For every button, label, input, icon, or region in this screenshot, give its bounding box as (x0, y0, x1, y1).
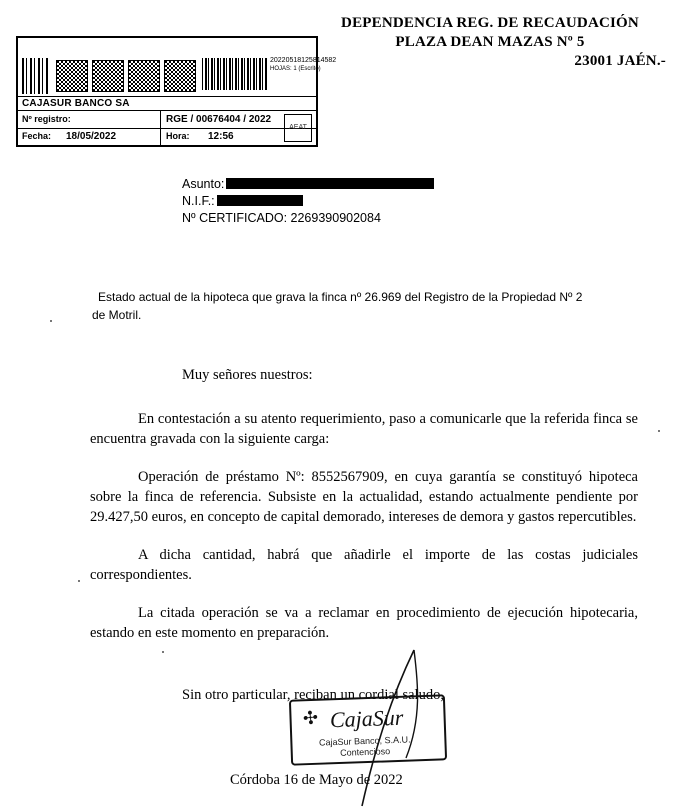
subject-paragraph (92, 288, 637, 324)
subject-line-1: Estado actual de la hipoteca que grava la finca nº 26.969 del Registro de la Propiedad Nº 2 (98, 290, 583, 304)
aeat-logo-icon: AEAT (284, 114, 312, 142)
scan-speck (50, 320, 52, 322)
company-seal-brand: CajaSur (329, 704, 404, 733)
registry-stamp-sheets: HOJAS: 1 (Escrito) (270, 66, 321, 72)
authority-header-line-3: 23001 JAÉN.- (574, 53, 666, 69)
scan-speck (658, 430, 660, 432)
recipient-subject-line (182, 176, 434, 193)
body-greeting: Muy señores nuestros: (182, 367, 313, 383)
field-row-divider (18, 128, 316, 129)
recipient-subject-label: Asunto: (182, 177, 225, 191)
body-paragraph-2: Operación de préstamo Nº: 8552567909, en cuya garantía se constituyó hipoteca sobre la finca de referencia. Subsiste en la actualidad, estando actualmente pendiente por 29.427,50 euros, en concepto de capital demorado, intereses de demora y gastos repercutibles. (90, 469, 638, 525)
letter-body (90, 365, 638, 705)
datamatrix-icon (92, 60, 124, 92)
registry-time-value: 12:56 (208, 131, 234, 142)
company-seal-subtitle-line-2: Contencioso (339, 746, 391, 758)
datamatrix-icon (128, 60, 160, 92)
registry-stamp-codes-row (20, 57, 337, 96)
authority-header (300, 14, 680, 71)
redaction-bar (226, 178, 434, 189)
recipient-block (182, 176, 434, 227)
datamatrix-icon (164, 60, 196, 92)
authority-header-line-1: DEPENDENCIA REG. DE RECAUDACIÓN (341, 15, 639, 31)
registry-number-label: Nº registro: (22, 114, 71, 124)
scan-speck (78, 580, 80, 582)
body-paragraph-1: En contestación a su atento requerimiento, paso a comunicarle que la referida finca se encuentra gravada con la siguiente carga: (90, 411, 638, 447)
registry-stamp-code-text (270, 56, 336, 74)
body-paragraph-4: La citada operación se va a reclamar en procedimiento de ejecución hipotecaria, estando en este momento en preparación. (90, 605, 638, 641)
registry-date-value: 18/05/2022 (66, 131, 117, 142)
registry-stamp-box (16, 36, 337, 147)
recipient-certificate-line (182, 210, 434, 227)
registry-stamp-bank-name: CAJASUR BANCO SA (18, 96, 316, 110)
redaction-bar (217, 195, 303, 206)
scan-speck (162, 651, 164, 653)
authority-header-line-2: PLAZA DEAN MAZAS Nº 5 (395, 34, 585, 50)
body-paragraph-3: A dicha cantidad, habrá que añadirle el importe de las costas judiciales correspondientes. (90, 547, 638, 583)
recipient-certificate-value: 2269390902084 (290, 211, 381, 225)
registry-date-label: Fecha: (22, 131, 52, 141)
registry-time-label: Hora: (166, 131, 190, 141)
datamatrix-icon (56, 60, 88, 92)
body-closing: Sin otro particular, reciban un cordial saludo, (182, 687, 444, 703)
barcode-icon (22, 58, 50, 94)
recipient-nif-line (182, 193, 434, 210)
company-seal-subtitle-line-1: CajaSur Banco, S.A.U. (318, 734, 411, 748)
recipient-certificate-label: Nº CERTIFICADO: (182, 211, 288, 225)
bird-logo-icon: ✣ (301, 707, 320, 729)
subject-line-2: de Motril. (92, 308, 142, 322)
recipient-nif-label: N.I.F.: (182, 194, 215, 208)
place-and-date: Córdoba 16 de Mayo de 2022 (230, 772, 403, 788)
registry-number-value: RGE / 00676404 / 2022 (166, 114, 272, 125)
registry-stamp-fields (18, 110, 316, 145)
company-seal-subtitle (300, 734, 431, 761)
barcode-icon (202, 58, 268, 90)
registry-stamp-code-number: 20220518125814582 (270, 57, 337, 64)
